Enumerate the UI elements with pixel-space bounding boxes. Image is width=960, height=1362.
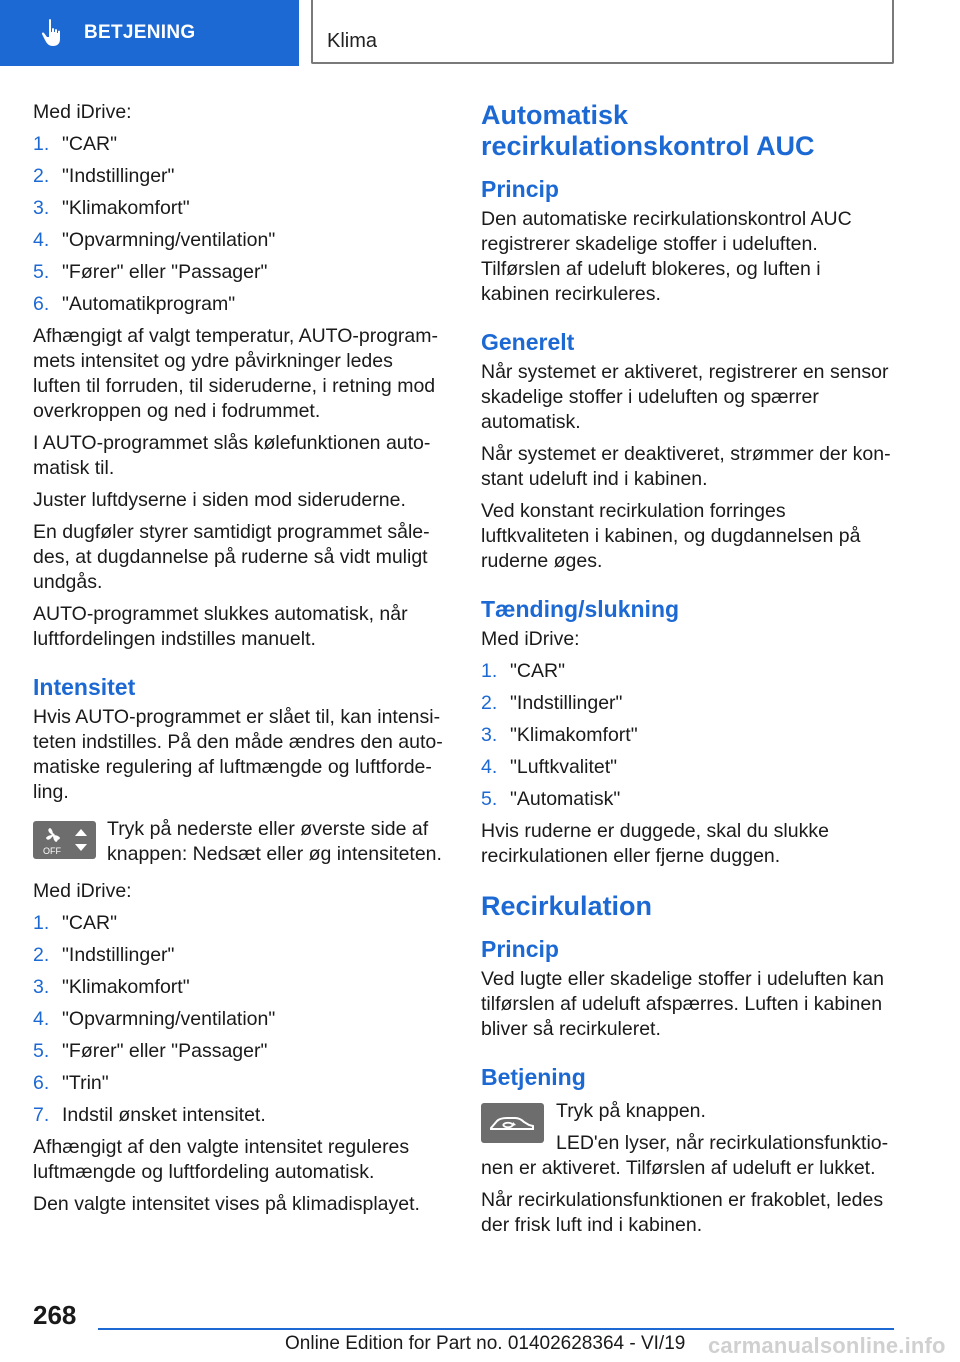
list-text: "Automatikprogram" [62,293,236,315]
paragraph: Hvis ruderne er duggede, skal du slukke recirkulationen eller fjerne duggen. [481,820,829,867]
list-item [481,755,891,780]
title-recirkulation: Recirkulation [481,891,653,921]
intensity-button-image [33,821,96,859]
list-text: "Fører" eller "Passager" [62,261,268,283]
heading-princip: Princip [481,176,559,202]
list-text: "CAR" [62,912,118,934]
list-text: "Indstillinger" [62,944,175,966]
paragraph: Juster luftdyserne i siden mod sideruderne. [33,489,406,511]
heading-generelt: Generelt [481,329,575,355]
list-item [33,260,443,285]
list-number: 5. [481,788,498,810]
section-label: BETJENING [84,22,196,43]
auc-steps-list [481,659,891,812]
section-tab [0,0,299,66]
list-number: 5. [33,261,50,283]
list-item [33,1039,443,1064]
list-item [33,292,443,317]
icon-description: LED'en lyser, når recirkulationsfunktionen er aktiveret. Tilførslen af udeluft er lukket. [481,1132,889,1179]
list-text: "Indstillinger" [510,692,623,714]
list-text: "Luftkvalitet" [510,756,618,778]
list-number: 3. [33,197,50,219]
heading-princip: Princip [481,936,559,962]
left-column [33,100,443,1224]
list-text: "Indstillinger" [62,165,175,187]
paragraph: AUTO-programmet slukkes automatisk, når luftfordelingen indstilles manuelt. [33,603,408,650]
icon-description: Tryk på knappen. [556,1100,706,1122]
heading-taending-slukning: Tænding/slukning [481,596,680,622]
list-text: Indstil ønsket intensitet. [62,1104,266,1126]
list-item [33,228,443,253]
list-item [33,975,443,1000]
list-text: "Automatisk" [510,788,621,810]
off-label: OFF [43,846,61,856]
list-item [33,132,443,157]
title-auc: Automatisk recirkulationskontrol AUC [481,100,815,161]
list-item [481,787,891,812]
paragraph: Hvis AUTO-programmet er slået til, kan intensiteten indstilles. På den måde ændres den automatiske regulering af luftmængde og luftfordeling. [33,706,443,803]
edition-text: Online Edition for Part no. 01402628364 - VI/19 [285,1333,686,1354]
paragraph: Ved lugte eller skadelige stoffer i udeluften kan tilførslen af udeluft afspærres. Luften i kabinen bliver så recirkuleret. [481,968,884,1040]
list-text: "Trin" [62,1072,109,1094]
paragraph: Den valgte intensitet vises på klimadisplayet. [33,1193,420,1215]
list-number: 1. [33,133,50,155]
list-number: 5. [33,1040,50,1062]
recirculation-button-image [481,1103,544,1143]
list-item [33,196,443,221]
paragraph: Når systemet er deaktiveret, strømmer der konstant udeluft ind i kabinen. [481,443,891,490]
paragraph: Afhængigt af den valgte intensitet reguleres luftmængde og luftfordeling automatisk. [33,1136,410,1183]
list-number: 3. [33,976,50,998]
right-column [481,100,891,1245]
list-item [481,691,891,716]
heading-intensitet: Intensitet [33,674,136,700]
list-text: "Klimakomfort" [62,197,190,219]
list-item [33,1103,443,1128]
paragraph: I AUTO-programmet slås kølefunktionen automatisk til. [33,432,431,479]
chapter-box [311,0,894,64]
list-number: 2. [33,944,50,966]
list-number: 4. [481,756,498,778]
intro-text: Med iDrive: [481,628,580,650]
footer-divider [98,1328,894,1330]
list-text: "Fører" eller "Passager" [62,1040,268,1062]
icon-description: Tryk på nederste eller øverste side af knappen: Nedsæt eller øg intensiteten. [107,818,442,865]
list-number: 2. [33,165,50,187]
list-text: "Klimakomfort" [510,724,638,746]
fan-intensity-icon [33,821,96,859]
list-item [481,659,891,684]
list-text: "CAR" [62,133,118,155]
heading-betjening: Betjening [481,1064,586,1090]
list-item [33,1007,443,1032]
hand-pointer-icon [40,18,66,48]
list-item [33,164,443,189]
list-text: "CAR" [510,660,566,682]
intro-text: Med iDrive: [33,880,132,902]
list-number: 1. [33,912,50,934]
page-header [0,0,960,66]
paragraph: Når recirkulationsfunktionen er frakoblet, ledes der frisk luft ind i kabinen. [481,1189,884,1236]
intensity-steps-list [33,911,443,1128]
watermark: carmanualsonline.info [708,1333,946,1358]
list-number: 1. [481,660,498,682]
idrive-steps-list [33,132,443,317]
list-text: "Opvarmning/ventilation" [62,229,276,251]
list-text: "Opvarmning/ventilation" [62,1008,276,1030]
paragraph: Når systemet er aktiveret, registrerer en sensor skadelige stoffer i udeluften og spærrer automatisk. [481,361,889,433]
recirculation-car-icon [481,1103,544,1143]
paragraph: Den automatiske recirkulationskontrol AUC registrerer skadelige stoffer i udeluften. Tilførslen af udeluft blokeres, og luften i kabinen recirkuleres. [481,208,852,305]
list-item [33,943,443,968]
paragraph: Afhængigt af valgt temperatur, AUTO-programmets intensitet og ydre påvirkninger ledes luften til forruden, til sideruderne, i retning mod overkroppen og ned i fodrummet. [33,325,438,422]
list-number: 6. [33,293,50,315]
list-number: 4. [33,1008,50,1030]
paragraph: Ved konstant recirkulation forringes luftkvaliteten i kabinen, og dugdannelsen på ruderne øges. [481,500,861,572]
list-number: 3. [481,724,498,746]
list-item [481,723,891,748]
intensity-button-row [33,817,443,867]
list-text: "Klimakomfort" [62,976,190,998]
list-number: 7. [33,1104,50,1126]
list-item [33,911,443,936]
paragraph: En dugføler styrer samtidigt programmet således, at dugdannelse på ruderne så vidt muligt undgås. [33,521,430,593]
list-item [33,1071,443,1096]
page-number: 268 [33,1300,77,1330]
list-number: 6. [33,1072,50,1094]
list-number: 4. [33,229,50,251]
recirculation-button-row [481,1099,891,1181]
chapter-title: Klima [327,30,378,52]
list-number: 2. [481,692,498,714]
intro-text: Med iDrive: [33,101,132,123]
